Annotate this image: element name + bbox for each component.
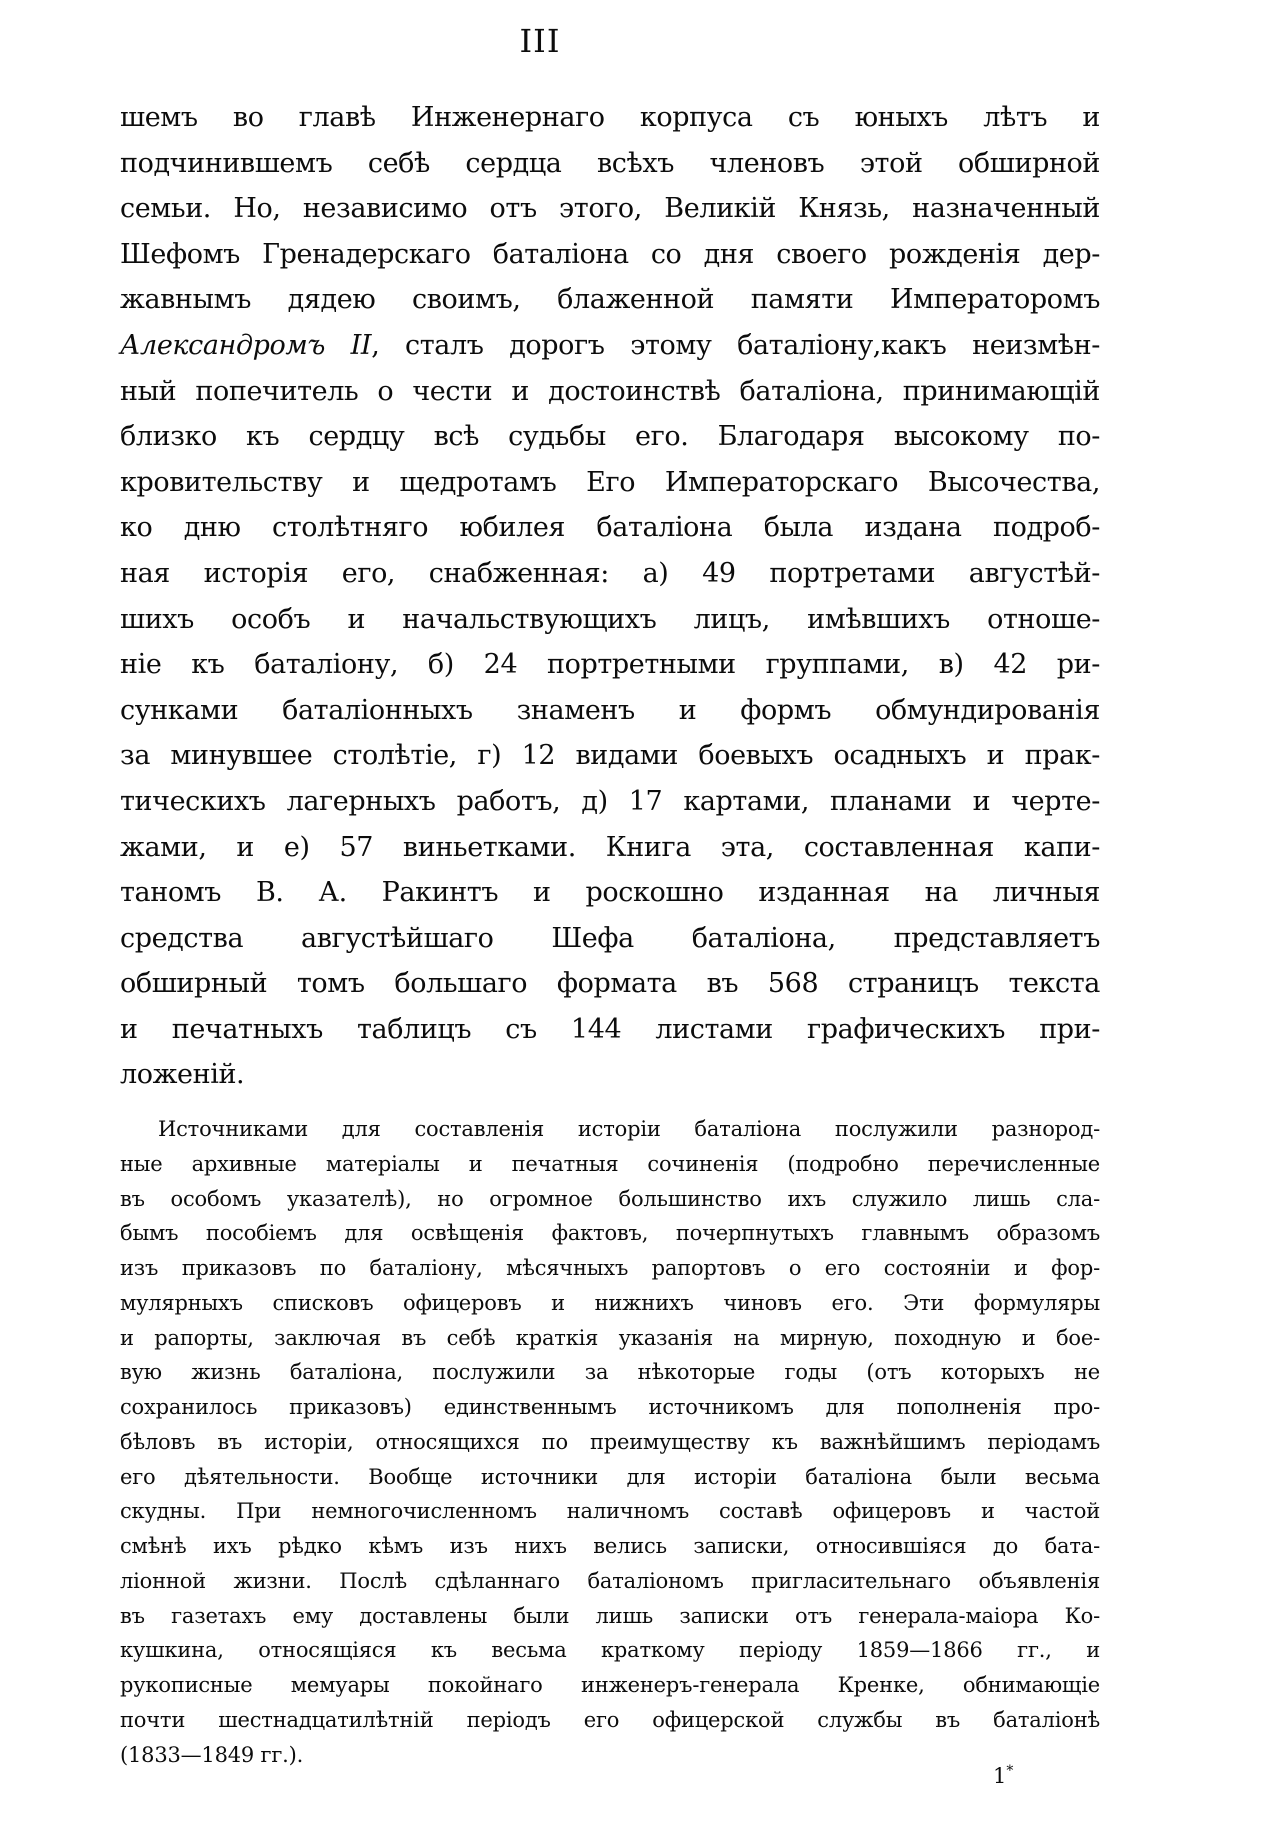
- text-line: ніе къ баталіону, б) 24 портретными группами, в) 42 ри-: [120, 649, 1100, 681]
- text-line: сохранилось приказовъ) единственнымъ источникомъ для пополненія про-: [120, 1395, 1100, 1419]
- text-line: подчинившемъ себѣ сердца всѣхъ членовъ этой обширной: [120, 147, 1100, 179]
- signature-mark-digit: 1: [993, 1764, 1007, 1788]
- main-paragraph: [120, 95, 1100, 1098]
- text-line: ный попечитель о чести и достоинствѣ баталіона, принимающій: [120, 375, 1100, 407]
- text-line: (1833—1849 гг.).: [120, 1742, 304, 1767]
- text-line: въ особомъ указателѣ), но огромное большинство ихъ служило лишь сла-: [120, 1186, 1100, 1211]
- sources-paragraph: [120, 1112, 1100, 1772]
- text-line: рукописные мемуары покойнаго инженеръ-генерала Кренке, обнимающіе: [120, 1673, 1100, 1697]
- text-line: ная исторія его, снабженная: а) 49 портретами августѣй-: [120, 557, 1100, 589]
- text-line: скудны. При немногочисленномъ наличномъ составѣ офицеровъ и частой: [120, 1499, 1100, 1524]
- text-line: жами, и е) 57 виньетками. Книга эта, составленная капи-: [120, 831, 1100, 863]
- text-line: кровительству и щедротамъ Его Императорскаго Высочества,: [120, 466, 1100, 498]
- text-line: ложеній.: [120, 1059, 245, 1091]
- text-line: Источниками для составленія исторіи баталіона послужили разнород-: [158, 1117, 1100, 1141]
- text-line: изъ приказовъ по баталіону, мѣсячныхъ рапортовъ о его состояніи и фор-: [120, 1256, 1100, 1280]
- text-line: и печатныхъ таблицъ съ 144 листами графическихъ при-: [120, 1013, 1100, 1045]
- text-line: тическихъ лагерныхъ работъ, д) 17 картами, планами и черте-: [120, 785, 1100, 817]
- signature-mark-star: *: [1006, 1763, 1014, 1779]
- text-line: почти шестнадцатилѣтній періодъ его офицерской службы въ баталіонѣ: [120, 1707, 1100, 1732]
- text-line: шихъ особъ и начальствующихъ лицъ, имѣвшихъ отноше-: [120, 603, 1100, 635]
- text-line: ліонной жизни. Послѣ сдѣланнаго баталіономъ пригласительнаго объявленія: [120, 1568, 1100, 1593]
- text-line: жавнымъ дядею своимъ, блаженной памяти Императоромъ: [120, 284, 1100, 316]
- italic-phrase: Александромъ II: [120, 329, 372, 361]
- text-line: сунками баталіонныхъ знаменъ и формъ обмундированія: [120, 694, 1100, 726]
- text-line: его дѣятельности. Вообще источники для исторіи баталіона были весьма: [120, 1464, 1100, 1489]
- text-line: таномъ В. А. Ракинтъ и роскошно изданная на личныя: [120, 877, 1100, 909]
- text-line: ные архивные матеріалы и печатныя сочиненія (подробно перечисленные: [120, 1151, 1100, 1176]
- text-line: обширный томъ большаго формата въ 568 страницъ текста: [120, 968, 1100, 1000]
- text-line: за минувшее столѣтіе, г) 12 видами боевыхъ осадныхъ и прак-: [120, 740, 1100, 772]
- text-line: Александромъ II, сталъ дорогъ этому баталіону,какъ неизмѣн-: [120, 329, 1100, 361]
- text-line: средства августѣйшаго Шефа баталіона, представляетъ: [120, 922, 1100, 954]
- signature-mark: [993, 1763, 1013, 1788]
- text-line: смѣнѣ ихъ рѣдко кѣмъ изъ нихъ велись записки, относившіяся до бата-: [120, 1534, 1100, 1558]
- text-line: въ газетахъ ему доставлены были лишь записки отъ генерала-маіора Ко-: [120, 1603, 1100, 1628]
- text-line: мулярныхъ списковъ офицеровъ и нижнихъ чиновъ его. Эти формуляры: [120, 1290, 1100, 1315]
- page-number: III: [519, 22, 561, 60]
- text-line: близко къ сердцу всѣ судьбы его. Благодаря высокому по-: [120, 421, 1100, 453]
- text-line: ко дню столѣтняго юбилея баталіона была издана подроб-: [120, 512, 1100, 544]
- text-line: бѣловъ въ исторіи, относящихся по преимуществу къ важнѣйшимъ періодамъ: [120, 1429, 1100, 1454]
- text-line: и рапорты, заключая въ себѣ краткія указанія на мирную, походную и бое-: [120, 1325, 1100, 1350]
- text-line: бымъ пособіемъ для освѣщенія фактовъ, почерпнутыхъ главнымъ образомъ: [120, 1221, 1100, 1246]
- text-line: Шефомъ Гренадерскаго баталіона со дня своего рожденія дер-: [120, 238, 1100, 270]
- text-line: кушкина, относящіяся къ весьма краткому періоду 1859—1866 гг., и: [120, 1638, 1100, 1663]
- text-line: семьи. Но, независимо отъ этого, Великій Князь, назначенный: [120, 193, 1100, 225]
- text-line: вую жизнь баталіона, послужили за нѣкоторые годы (отъ которыхъ не: [120, 1360, 1100, 1385]
- text-line: шемъ во главѣ Инженернаго корпуса съ юныхъ лѣтъ и: [120, 102, 1100, 133]
